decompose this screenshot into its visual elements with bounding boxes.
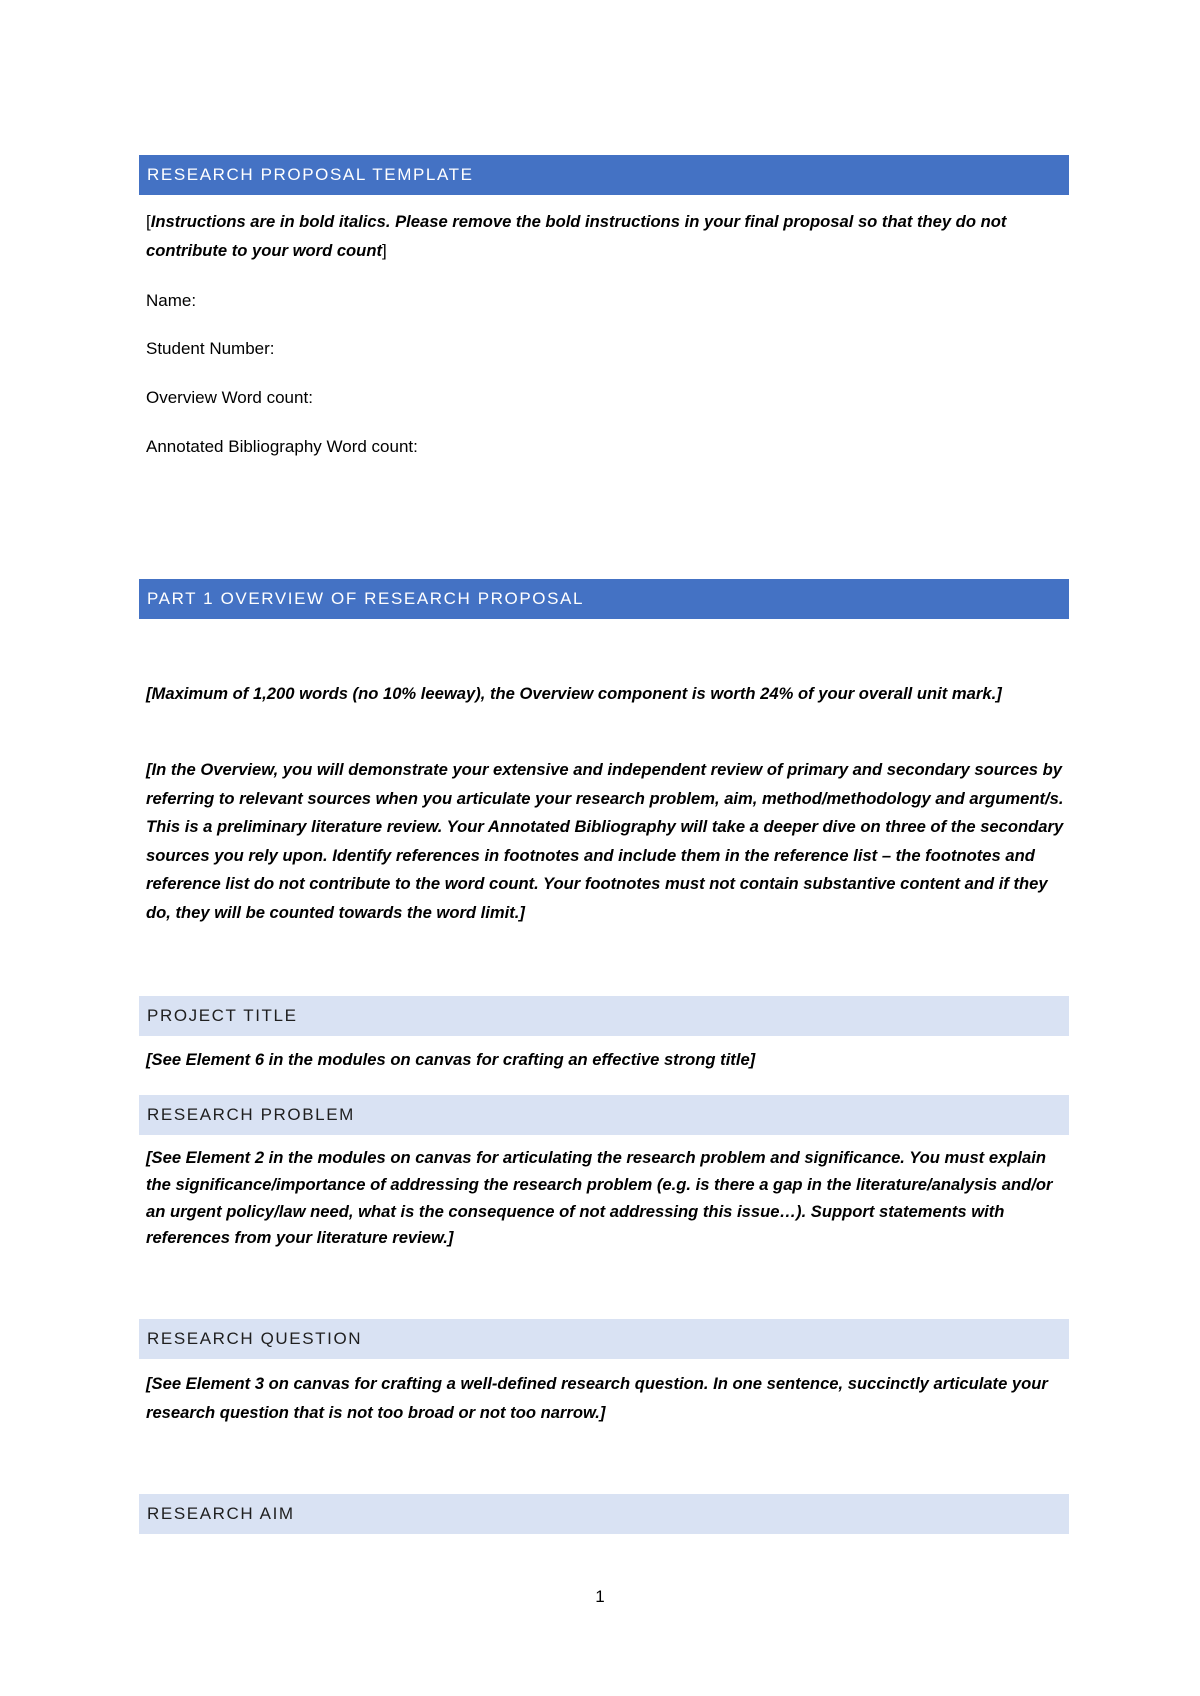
instructions-text: Instructions are in bold italics. Please remove the bold instructions in your final proposal so that they do not contribute to your word count [146, 212, 1007, 260]
student-number-field-label: Student Number: [146, 339, 275, 358]
instructions-note [146, 208, 1066, 265]
research-problem-instructions: [See Element 2 in the modules on canvas for articulating the research problem and significance. You must explain the significance/importance of addressing the research problem (e.g. is there a gap in the literature/analysis and/or an urgent policy/law need, what is the consequence of not addressing this issue…). Support statements with references from your literature review.] [146, 1148, 1053, 1248]
research-aim-heading: RESEARCH AIM [139, 1494, 1069, 1534]
instructions-close-bracket: ] [381, 240, 387, 260]
research-question-instructions: [See Element 3 on canvas for crafting a well-defined research question. In one sentence, succinctly articulate your research question that is not too broad or not too narrow.] [146, 1374, 1048, 1422]
overview-word-count-label: Overview Word count: [146, 388, 313, 407]
max-words-note: [Maximum of 1,200 words (no 10% leeway), the Overview component is worth 24% of your overall unit mark.] [146, 684, 1002, 703]
page-number: 1 [595, 1587, 605, 1606]
project-title-instructions: [See Element 6 in the modules on canvas for crafting an effective strong title] [146, 1050, 756, 1069]
annotated-word-count-label: Annotated Bibliography Word count: [146, 437, 418, 456]
research-problem-heading: RESEARCH PROBLEM [139, 1095, 1069, 1135]
instructions-open-bracket: [ [146, 212, 151, 231]
overview-instructions: [In the Overview, you will demonstrate your extensive and independent review of primary and secondary sources by referring to relevant sources when you articulate your research problem, aim, method/methodology and argument/s. This is a preliminary literature review. Your Annotated Bibliography will take a deeper dive on three of the secondary sources you rely upon. Identify references in footnotes and include them in the reference list – the footnotes and reference list do not contribute to the word count. Your footnotes must not contain substantive content and if they do, they will be counted towards the word limit.] [146, 760, 1064, 922]
part1-heading: PART 1 OVERVIEW OF RESEARCH PROPOSAL [139, 579, 1069, 619]
project-title-heading: PROJECT TITLE [139, 996, 1069, 1036]
research-question-heading: RESEARCH QUESTION [139, 1319, 1069, 1359]
template-heading: RESEARCH PROPOSAL TEMPLATE [139, 155, 1069, 195]
name-field-label: Name: [146, 291, 197, 310]
